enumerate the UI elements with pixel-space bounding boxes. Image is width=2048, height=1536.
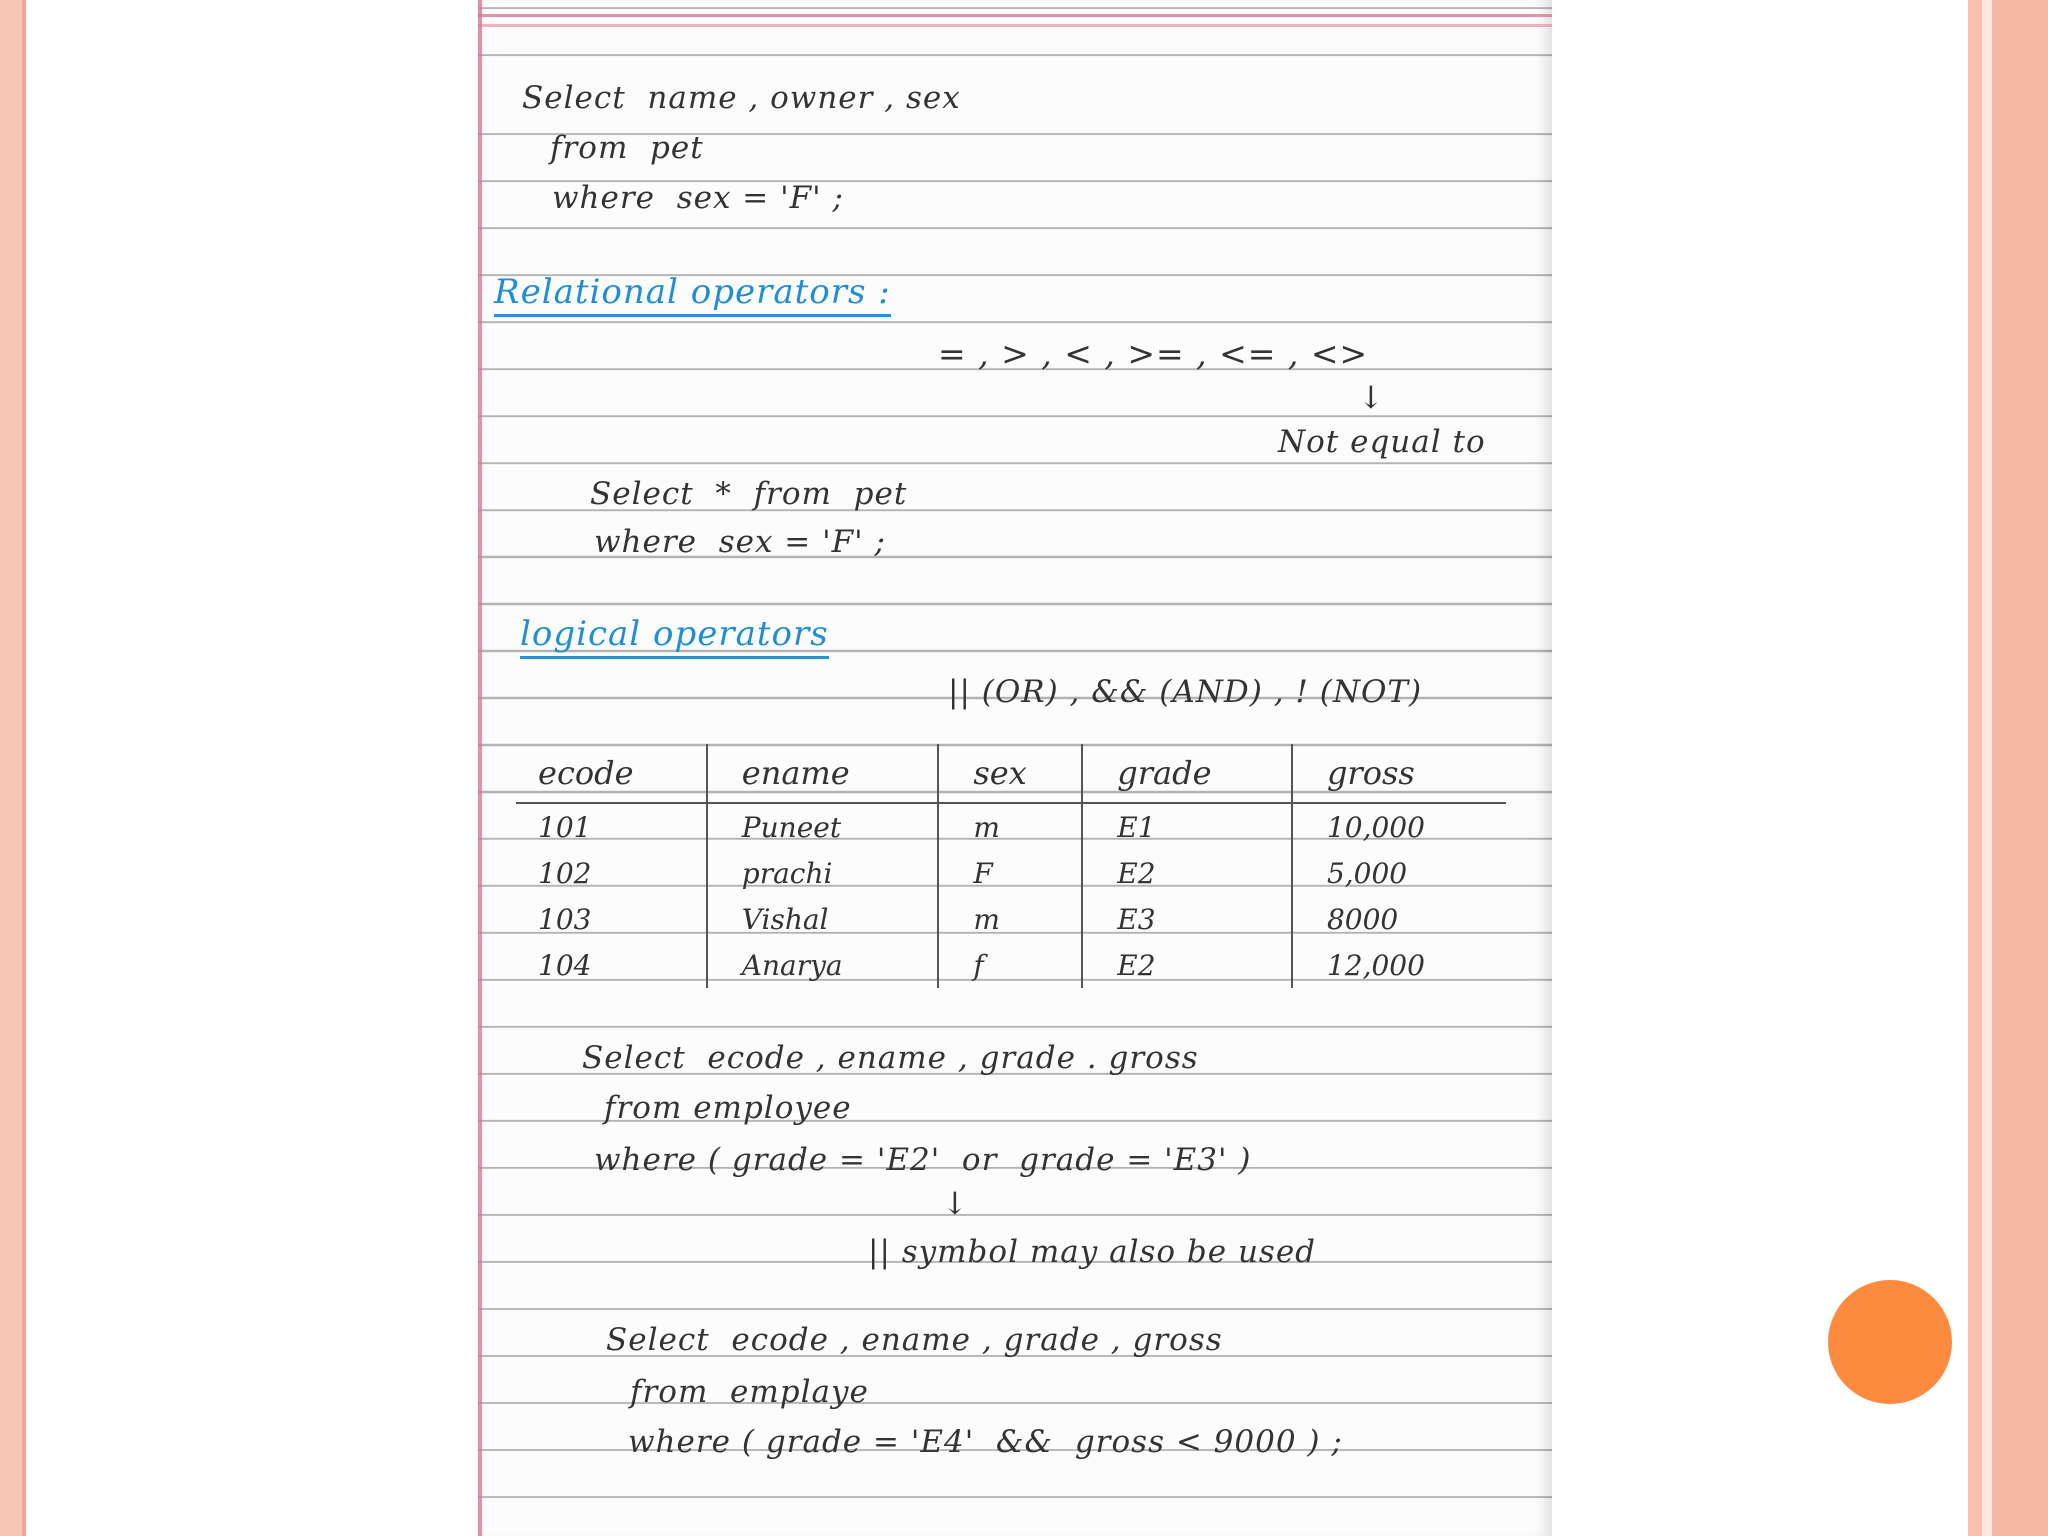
col-header: grade — [1082, 744, 1292, 803]
employee-table — [516, 744, 1506, 988]
table-cell: E3 — [1082, 896, 1292, 942]
query3-line3: where ( grade = 'E2' or grade = 'E3' ) — [594, 1142, 1252, 1178]
slide-left-border — [0, 0, 26, 1536]
top-margin-line-secondary — [478, 24, 1552, 27]
table-cell: 10,000 — [1292, 803, 1506, 850]
query1-line1: Select name , owner , sex — [522, 80, 961, 116]
col-header: sex — [938, 744, 1082, 803]
table-row — [516, 942, 1506, 988]
query4-line3: where ( grade = 'E4' && gross < 9000 ) ; — [628, 1424, 1343, 1460]
table-cell: F — [938, 850, 1082, 896]
table-cell: E2 — [1082, 942, 1292, 988]
slide-accent-dot — [1828, 1280, 1952, 1404]
col-header: gross — [1292, 744, 1506, 803]
table-cell: f — [938, 942, 1082, 988]
query4-line1: Select ecode , ename , grade , gross — [606, 1322, 1223, 1358]
slide-right-border — [1968, 0, 2048, 1536]
top-margin-line — [478, 14, 1552, 17]
query3-line2: from employee — [604, 1090, 852, 1126]
logical-operators-heading: logical operators — [520, 614, 829, 659]
query3-line1: Select ecode , ename , grade . gross — [582, 1040, 1199, 1076]
not-equal-note: Not equal to — [1278, 424, 1486, 460]
logical-operators-list: || (OR) , && (AND) , ! (NOT) — [948, 674, 1423, 710]
table-cell: 103 — [538, 902, 592, 936]
margin-line — [478, 0, 482, 1536]
table-row — [516, 803, 1506, 850]
relational-operators-heading: Relational operators : — [494, 272, 891, 317]
table-cell: 5,000 — [1292, 850, 1506, 896]
notebook-page-photo — [478, 0, 1552, 1536]
table-cell: m — [938, 896, 1082, 942]
table-header-row — [516, 744, 1506, 803]
relational-operators-list: = , > , < , >= , <= , <> — [938, 334, 1369, 373]
table-row — [516, 850, 1506, 896]
col-header: ecode — [516, 744, 707, 803]
col-header: ename — [707, 744, 939, 803]
table-cell: 12,000 — [1292, 942, 1506, 988]
table-cell: Anarya — [707, 942, 939, 988]
table-cell: 102 — [538, 856, 592, 890]
table-cell: Puneet — [707, 803, 939, 850]
table-cell: prachi — [707, 850, 939, 896]
table-cell: Vishal — [707, 896, 939, 942]
arrow-down-icon: ↓ — [1358, 380, 1385, 416]
table-cell: E2 — [1082, 850, 1292, 896]
table-cell: 8000 — [1292, 896, 1506, 942]
table-cell: 101 — [538, 810, 592, 844]
table-row — [516, 896, 1506, 942]
table-cell: 104 — [538, 948, 592, 982]
table-cell: m — [938, 803, 1082, 850]
query4-line2: from emplaye — [630, 1374, 869, 1410]
query2-line1: Select * from pet — [590, 476, 908, 512]
table-cell: E1 — [1082, 803, 1292, 850]
arrow-down-icon: ↓ — [942, 1186, 969, 1222]
query1-line2: from pet — [550, 130, 704, 166]
symbol-note: || symbol may also be used — [868, 1234, 1317, 1270]
query1-line3: where sex = 'F' ; — [552, 180, 844, 216]
query2-line2: where sex = 'F' ; — [594, 524, 886, 560]
